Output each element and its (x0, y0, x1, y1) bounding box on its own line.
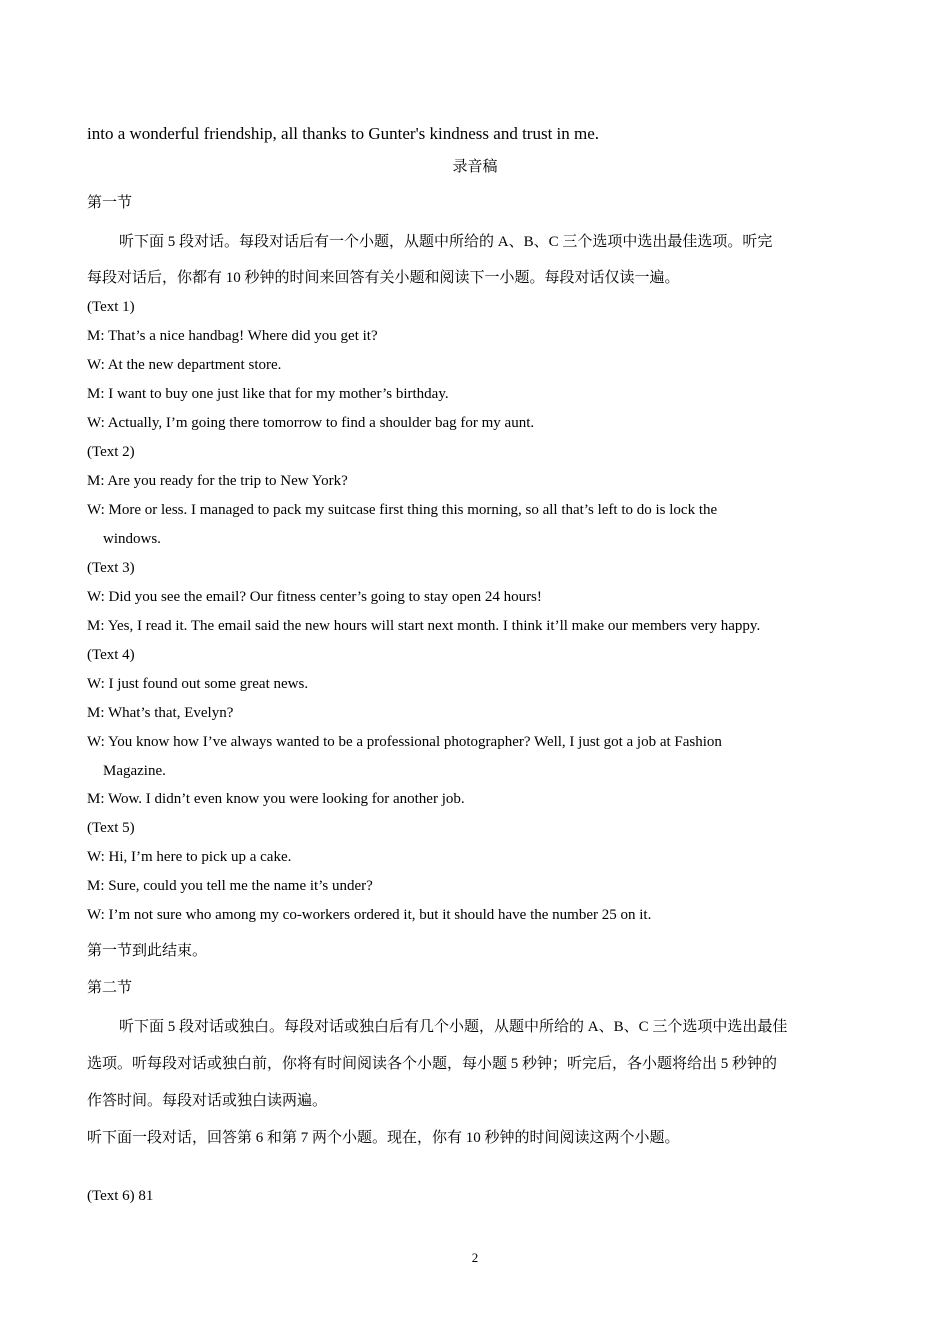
instruction-line: 每段对话后，你都有 10 秒钟的时间来回答有关小题和阅读下一小题。每段对话仅读一遍。 (87, 270, 680, 286)
dialogue-line: W: I’m not sure who among my co-workers ordered it, but it should have the number 25 on it. (87, 907, 652, 923)
section-title: 第一节 (87, 195, 133, 211)
instruction-line: 作答时间。每段对话或独白读两遍。 (87, 1093, 328, 1109)
dialogue-line: W: Did you see the email? Our fitness center’s going to stay open 24 hours! (87, 589, 542, 605)
text-label: (Text 2) (87, 444, 135, 460)
text-label: (Text 6) 81 (87, 1188, 154, 1204)
page-number: 2 (471, 1250, 479, 1265)
section-title: 第二节 (87, 980, 133, 996)
instruction-line: 听下面 5 段对话或独白。每段对话或独白后有几个小题，从题中所给的 A、B、C 三个选项中选出最佳 (119, 1019, 788, 1035)
text-label: (Text 4) (87, 647, 135, 663)
dialogue-line-continued: Magazine. (103, 763, 166, 779)
dialogue-line: M: That’s a nice handbag! Where did you get it? (87, 328, 378, 344)
dialogue-line-continued: windows. (103, 531, 161, 547)
text-label: (Text 5) (87, 820, 135, 836)
instruction-line: 选项。听每段对话或独白前，你将有时间阅读各个小题，每小题 5 秒钟；听完后，各小题将给出 5 秒钟的 (87, 1056, 778, 1072)
dialogue-line: M: Yes, I read it. The email said the new hours will start next month. I think it’ll make our members very happy. (87, 618, 761, 634)
dialogue-line: M: Are you ready for the trip to New York? (87, 473, 348, 489)
dialogue-line: W: You know how I’ve always wanted to be a professional photographer? Well, I just got a job at Fashion (87, 734, 722, 750)
instruction-line: 听下面 5 段对话。每段对话后有一个小题，从题中所给的 A、B、C 三个选项中选出最佳选项。听完 (119, 234, 773, 250)
dialogue-line: W: Actually, I’m going there tomorrow to find a shoulder bag for my aunt. (87, 415, 535, 431)
dialogue-line: M: Wow. I didn’t even know you were looking for another job. (87, 791, 465, 807)
dialogue-line: M: Sure, could you tell me the name it’s under? (87, 878, 373, 894)
dialogue-line: M: What’s that, Evelyn? (87, 705, 234, 721)
dialogue-line: W: Hi, I’m here to pick up a cake. (87, 849, 292, 865)
text-line: into a wonderful friendship, all thanks to Gunter's kindness and trust in me. (87, 124, 600, 143)
dialogue-line: W: More or less. I managed to pack my suitcase first thing this morning, so all that’s left to do is lock the (87, 502, 718, 518)
section-end-note: 第一节到此结束。 (87, 943, 208, 959)
text-label: (Text 1) (87, 299, 135, 315)
instruction-line: 听下面一段对话，回答第 6 和第 7 两个小题。现在，你有 10 秒钟的时间阅读这两个小题。 (87, 1130, 680, 1146)
dialogue-line: W: At the new department store. (87, 357, 282, 373)
dialogue-line: M: I want to buy one just like that for my mother’s birthday. (87, 386, 449, 402)
dialogue-line: W: I just found out some great news. (87, 676, 309, 692)
text-label: (Text 3) (87, 560, 135, 576)
section-heading: 录音稿 (452, 159, 498, 175)
